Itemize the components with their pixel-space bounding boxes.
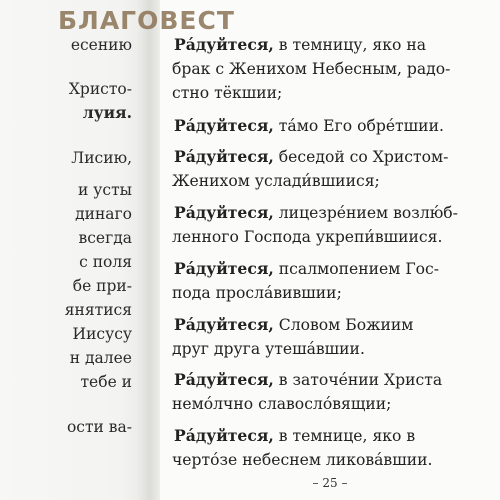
left-line: Иисусу xyxy=(72,325,132,343)
stanza-line: Ра́дуйтеся, псалмопением Гос- xyxy=(174,259,440,278)
stanza-line: Ра́дуйтеся, в заточе́нии Христа xyxy=(174,370,443,389)
stanza-keyword: Ра́дуйтеся, xyxy=(174,35,274,54)
stanza-line: ленного Господа укрепи́вшиися. xyxy=(172,228,443,246)
stanza-line: друг друга утеша́вшии. xyxy=(172,340,365,358)
left-line: тебе и xyxy=(80,373,132,391)
stanza-keyword: Ра́дуйтеся, xyxy=(174,426,274,445)
stanza-line: Ра́дуйтеся, Словом Божиим xyxy=(174,315,414,334)
left-line: Христо- xyxy=(68,80,132,98)
left-line: с поля xyxy=(79,253,132,271)
stanza-line: пода просла́вившии; xyxy=(172,284,342,302)
stanza-line: Ра́дуйтеся, лицезре́нием возлю́б- xyxy=(174,203,458,222)
stanza-line: Ра́дуйтеся, в темнице, яко в xyxy=(174,426,416,445)
left-line: ости ва- xyxy=(66,418,132,436)
stanza-line: черто́зе небеснем ликова́вшии. xyxy=(172,451,433,469)
stanza-keyword: Ра́дуйтеся, xyxy=(174,370,274,389)
left-line: янятися xyxy=(64,301,132,319)
page-number: – 25 – xyxy=(312,476,348,490)
left-line: бе при- xyxy=(72,277,132,295)
stanza-keyword: Ра́дуйтеся, xyxy=(174,116,274,135)
stanza-line: Ра́дуйтеся, та́мо Его обре́тшии. xyxy=(174,116,444,135)
stanza-keyword: Ра́дуйтеся, xyxy=(174,315,274,334)
watermark-logo: БЛАГОВЕСТ xyxy=(58,6,235,35)
stanza-line: Ра́дуйтеся, в темницу, яко на xyxy=(174,35,427,54)
stanza-line: Женихом услади́вшиися; xyxy=(172,172,380,190)
stanza-line: Ра́дуйтеся, беседой со Христом- xyxy=(174,147,449,166)
left-line: динаго xyxy=(75,205,132,223)
left-line: есению xyxy=(70,36,132,54)
stanza-keyword: Ра́дуйтеся, xyxy=(174,147,274,166)
left-line: Лисию, xyxy=(71,149,132,167)
stanza-line: стно тёкшии; xyxy=(172,84,283,102)
stanza-keyword: Ра́дуйтеся, xyxy=(174,203,274,222)
stanza-line: брак с Женихом Небесным, радо- xyxy=(172,60,451,78)
page-footer xyxy=(160,0,500,500)
stanza-keyword: Ра́дуйтеся, xyxy=(174,259,274,278)
left-line: всегда xyxy=(78,229,132,247)
left-line: и усты xyxy=(78,181,132,199)
left-line: н далее xyxy=(69,349,132,367)
left-page xyxy=(0,0,150,500)
left-line: луия. xyxy=(82,103,132,122)
stanza-line: немо́лчно славосло́вящии; xyxy=(172,395,392,413)
